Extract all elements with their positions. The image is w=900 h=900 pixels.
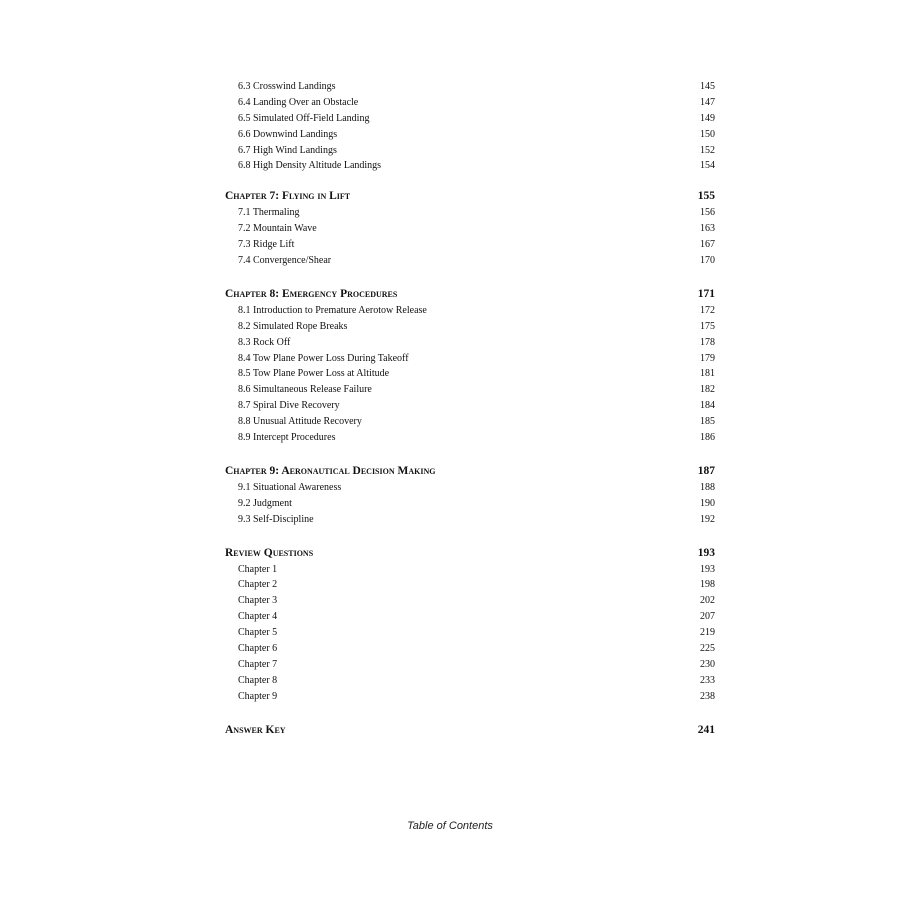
page-number: 187: [697, 464, 715, 477]
toc-entry: [225, 303, 715, 319]
entry-title: 8.9 Intercept Procedures: [238, 432, 336, 444]
toc-section: [225, 545, 715, 705]
entry-title: 8.2 Simulated Rope Breaks: [238, 320, 348, 332]
toc-entry: [225, 398, 715, 414]
toc-chapter-heading: [225, 188, 715, 205]
toc-entry: [225, 496, 715, 512]
toc-entry: [225, 158, 715, 174]
toc-entry: [225, 577, 715, 593]
toc-entry: [225, 253, 715, 269]
chapter-title: Answer Key: [225, 723, 286, 736]
toc-entry: [225, 480, 715, 496]
toc-entry: [225, 641, 715, 657]
page-footer: Table of Contents: [407, 820, 493, 832]
entry-title: 7.4 Convergence/Shear: [238, 255, 332, 267]
toc-entry: [225, 127, 715, 143]
page-number: 219: [700, 627, 715, 639]
chapter-title: Chapter 7: Flying in Lift: [225, 190, 351, 203]
toc-entry: [225, 414, 715, 430]
page-number: 190: [700, 497, 715, 509]
page-number: 188: [700, 481, 715, 493]
toc-entry: [225, 111, 715, 127]
entry-title: Chapter 8: [238, 674, 278, 686]
entry-title: 7.1 Thermaling: [238, 207, 300, 219]
page-number: 185: [700, 416, 715, 428]
entry-title: 9.3 Self-Discipline: [238, 513, 314, 525]
entry-title: 7.3 Ridge Lift: [238, 239, 295, 251]
toc-entry: [225, 95, 715, 111]
page-number: 175: [700, 320, 715, 332]
page-number: 172: [700, 304, 715, 316]
toc-chapter-heading: [225, 722, 715, 739]
page-number: 147: [700, 96, 715, 108]
entry-title: 9.1 Situational Awareness: [238, 481, 342, 493]
chapter-title: Chapter 9: Aeronautical Decision Making: [225, 464, 436, 477]
toc-entry: [225, 335, 715, 351]
page-number: 171: [697, 287, 715, 300]
page-number: 207: [700, 611, 715, 623]
toc-section: [225, 286, 715, 446]
entry-title: 6.8 High Density Altitude Landings: [238, 160, 382, 172]
entry-title: Chapter 7: [238, 658, 278, 670]
page-number: 152: [700, 144, 715, 156]
toc-entry: [225, 221, 715, 237]
entry-title: Chapter 9: [238, 690, 278, 702]
toc-chapter-heading: [225, 545, 715, 562]
entry-title: 8.6 Simultaneous Release Failure: [238, 384, 372, 396]
entry-title: Chapter 1: [238, 563, 278, 575]
page-number: 167: [700, 239, 715, 251]
toc-entry: [225, 205, 715, 221]
page-number: 238: [700, 690, 715, 702]
page-number: 186: [700, 432, 715, 444]
chapter-title: Chapter 8: Emergency Procedures: [225, 287, 398, 300]
entry-title: Chapter 6: [238, 643, 278, 655]
toc-entry: [225, 319, 715, 335]
toc-entry: [225, 237, 715, 253]
page-number: 193: [700, 563, 715, 575]
entry-title: Chapter 5: [238, 627, 278, 639]
chapter-title: Review Questions: [225, 546, 314, 559]
toc-entry: [225, 689, 715, 705]
toc-entry: [225, 562, 715, 578]
page-number: 202: [700, 595, 715, 607]
entry-title: Chapter 2: [238, 579, 278, 591]
page-number: 179: [700, 352, 715, 364]
page-number: 241: [697, 723, 715, 736]
entry-title: 6.6 Downwind Landings: [238, 128, 338, 140]
toc-entry: [225, 593, 715, 609]
entry-title: 6.5 Simulated Off-Field Landing: [238, 112, 370, 124]
entry-title: 6.7 High Wind Landings: [238, 144, 337, 156]
toc-entry: [225, 657, 715, 673]
page-number: 233: [700, 674, 715, 686]
page-number: 184: [700, 400, 715, 412]
entry-title: 6.3 Crosswind Landings: [238, 81, 336, 92]
entry-title: 7.2 Mountain Wave: [238, 223, 317, 235]
entry-title: Chapter 3: [238, 595, 278, 607]
toc-entry: [225, 79, 715, 95]
toc-entry: [225, 673, 715, 689]
entry-title: 8.4 Tow Plane Power Loss During Takeoff: [238, 352, 409, 364]
page-number: 150: [700, 128, 715, 140]
toc-entry: [225, 430, 715, 446]
page-number: 170: [700, 255, 715, 267]
toc-entry: [225, 143, 715, 159]
page-number: 163: [700, 223, 715, 235]
toc-entry: [225, 382, 715, 398]
page-number: 181: [700, 368, 715, 380]
page-number: 178: [700, 336, 715, 348]
page-number: 192: [700, 513, 715, 525]
entry-title: 8.1 Introduction to Premature Aerotow Release: [238, 304, 427, 316]
page-number: 198: [700, 579, 715, 591]
table-of-contents: [225, 79, 715, 739]
entry-title: 9.2 Judgment: [238, 497, 292, 509]
toc-section: [225, 188, 715, 269]
toc-section: [225, 463, 715, 528]
page-number: 230: [700, 658, 715, 670]
toc-entry: [225, 366, 715, 382]
toc-chapter-heading: [225, 463, 715, 480]
toc-entry: [225, 351, 715, 367]
page-number: 156: [700, 207, 715, 219]
toc-section: [225, 79, 715, 174]
entry-title: 6.4 Landing Over an Obstacle: [238, 96, 359, 108]
entry-title: Chapter 4: [238, 611, 278, 623]
toc-entry: [225, 625, 715, 641]
toc-entry: [225, 609, 715, 625]
page-number: 154: [700, 160, 715, 172]
toc-section: [225, 722, 715, 739]
entry-title: 8.5 Tow Plane Power Loss at Altitude: [238, 368, 390, 380]
toc-entry: [225, 512, 715, 528]
page-number: 149: [700, 112, 715, 124]
entry-title: 8.8 Unusual Attitude Recovery: [238, 416, 362, 428]
entry-title: 8.3 Rock Off: [238, 336, 291, 348]
entry-title: 8.7 Spiral Dive Recovery: [238, 400, 340, 412]
page-number: 145: [700, 81, 715, 92]
page-number: 225: [700, 643, 715, 655]
page-number: 182: [700, 384, 715, 396]
toc-chapter-heading: [225, 286, 715, 303]
page-number: 155: [697, 190, 715, 203]
page-number: 193: [697, 546, 715, 559]
